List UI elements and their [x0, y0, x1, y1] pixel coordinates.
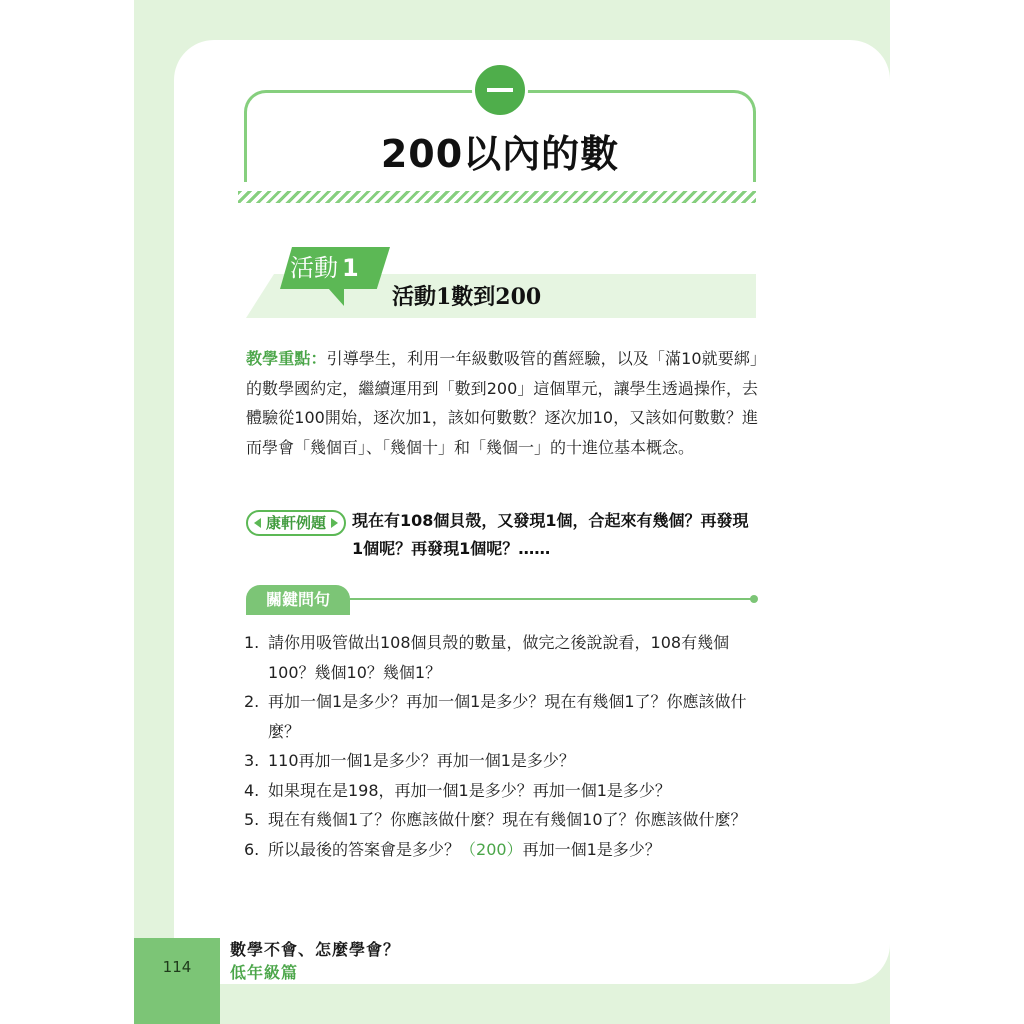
question-text: 如果現在是198，再加一個1是多少？再加一個1是多少？ [268, 780, 671, 800]
list-item [244, 746, 758, 776]
page-number-tab [134, 938, 220, 1024]
question-number: 5. [244, 810, 260, 829]
book-subtitle: 低年級篇 [230, 963, 299, 982]
example-badge [246, 510, 346, 536]
example-problem-text: 現在有108個貝殼，又發現1個，合起來有幾個？再發現1個呢？再發現1個呢？…… [352, 511, 749, 558]
list-item [244, 835, 758, 865]
list-item [244, 805, 758, 835]
activity-tag-label [290, 252, 359, 284]
question-text: 所以最後的答案會是多少？ [268, 839, 461, 859]
triangle-right-icon [331, 518, 338, 528]
activity-tag-number: 1 [342, 254, 359, 282]
question-number: 4. [244, 780, 260, 800]
question-answer: （200） [460, 839, 523, 859]
teaching-focus-paragraph [246, 344, 758, 462]
activity-title: 活動1數到200 [392, 284, 542, 310]
question-text-after: 再加一個1是多少？ [522, 839, 661, 859]
key-questions-label: 關鍵問句 [265, 590, 330, 609]
question-number: 1. [244, 633, 260, 652]
chapter-number-glyph [487, 88, 513, 92]
key-questions-list [244, 628, 758, 864]
example-badge-label: 康軒例題 [265, 514, 326, 532]
book-title: 數學不會、怎麼學會？ [230, 940, 401, 959]
question-text: 110再加一個1是多少？再加一個1是多少？ [268, 751, 575, 770]
teaching-focus-text: 引導學生，利用一年級數吸管的舊經驗，以及「滿10就要綁」的數學國約定，繼續運用到「數到200」這個單元，讓學生透過操作，去體驗從100開始，逐次加1，該如何數數？逐次加10，又該如何數數？進而學會「幾個百」、「幾個十」和「幾個一」的十進位基本概念。 [246, 349, 758, 457]
title-hatch-divider [238, 191, 756, 203]
question-number: 6. [244, 839, 260, 859]
question-number: 3. [244, 751, 260, 770]
list-item [244, 776, 758, 806]
list-item [244, 687, 758, 746]
question-text: 現在有幾個1了？你應該做什麼？現在有幾個10了？你應該做什麼？ [268, 810, 747, 829]
question-text: 再加一個1是多少？再加一個1是多少？現在有幾個1了？你應該做什麼？ [268, 692, 747, 741]
page-number: 114 [162, 958, 192, 976]
list-item [244, 628, 758, 687]
key-questions-rule-dot [750, 595, 758, 603]
key-questions-rule [350, 598, 752, 600]
question-text: 請你用吸管做出108個貝殼的數量，做完之後說說看，108有幾個100？幾個10？幾個1？ [268, 633, 730, 682]
chapter-title: 200以內的數 [380, 132, 620, 176]
teaching-focus-label: 教學重點： [246, 349, 327, 368]
question-number: 2. [244, 692, 260, 711]
activity-tag-word: 活動 [290, 254, 338, 282]
